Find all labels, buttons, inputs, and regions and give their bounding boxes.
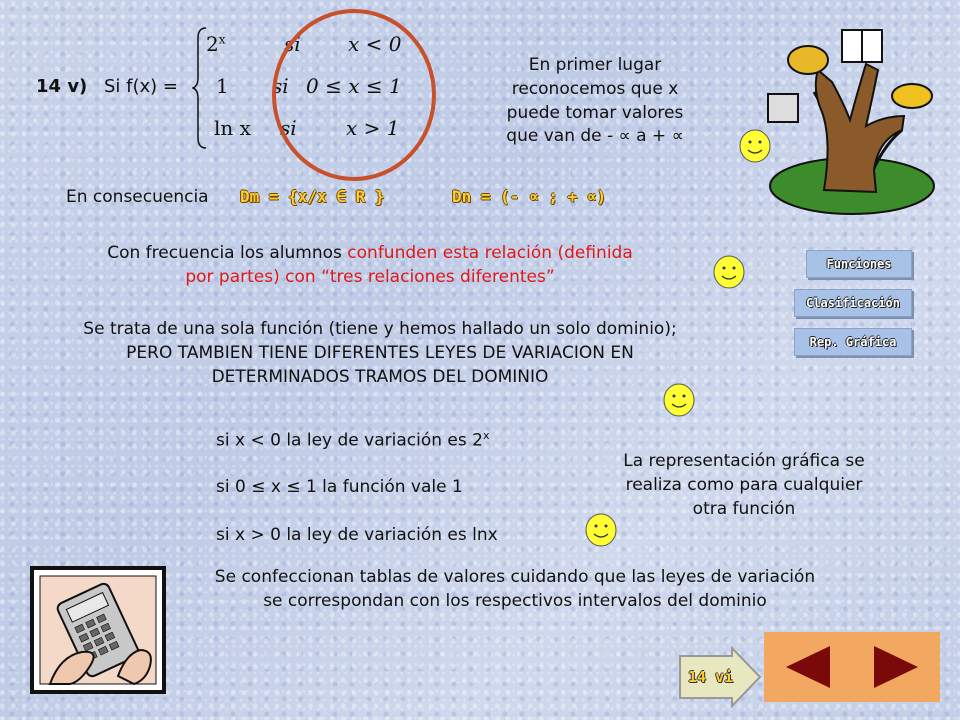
- clasificacion-button[interactable]: Clasificación: [794, 289, 912, 317]
- smiley-icon: [584, 512, 618, 548]
- domain-set: Dm = {x/x ∈ R }: [240, 187, 385, 206]
- note-line: reconocemos que x: [511, 78, 679, 99]
- note-line: que van de - ∝ a + ∝: [506, 126, 684, 147]
- confusion-text: Con frecuencia los alumnos: [107, 243, 348, 263]
- law-sup: x: [482, 429, 490, 442]
- piece-si: si: [280, 116, 297, 140]
- function-label: Si f(x) =: [104, 76, 178, 97]
- law-3: [216, 524, 498, 548]
- law-text: si x < 0 la ley de variación es 2: [216, 430, 483, 451]
- calculator-clipart: [30, 566, 166, 694]
- consequence-lead: En consecuencia: [66, 187, 209, 207]
- funciones-button[interactable]: Funciones: [806, 250, 912, 278]
- range-set: Dn = (- ∝ ; + ∝): [452, 187, 607, 206]
- confusion-highlight: confunden esta relación (definida: [347, 243, 633, 263]
- note-line: se correspondan con los respectivos intervalos del dominio: [263, 590, 767, 611]
- piece-expr: 1: [216, 74, 229, 98]
- law-2: [216, 476, 463, 500]
- problem-number: 14 v): [36, 76, 88, 97]
- piece-si: si: [284, 32, 301, 56]
- rep-grafica-button[interactable]: Rep. Gráfica: [794, 328, 912, 356]
- note-line: Se trata de una sola función (tiene y hemos hallado un solo dominio);: [83, 319, 677, 339]
- piece-si: si: [272, 74, 289, 98]
- note-line: En primer lugar: [528, 55, 662, 75]
- note-line: realiza como para cualquier: [625, 474, 863, 495]
- note-line: otra función: [692, 498, 796, 519]
- next-slide-label[interactable]: 14 vi: [688, 668, 734, 686]
- triangle-right-icon: [866, 642, 926, 692]
- smiley-icon: [712, 254, 746, 290]
- triangle-left-icon: [778, 642, 838, 692]
- next-button[interactable]: [852, 632, 940, 702]
- previous-button[interactable]: [764, 632, 852, 702]
- tables-note: [160, 566, 870, 614]
- graph-note: [584, 450, 904, 521]
- highlight-circle: [268, 6, 440, 184]
- law-1: [216, 428, 489, 453]
- law-text: si x > 0 la ley de variación es lnx: [216, 525, 498, 545]
- single-function-note: [20, 318, 740, 389]
- domain-note: [470, 54, 720, 149]
- note-line: Se confeccionan tablas de valores cuidando que las leyes de variación: [214, 567, 816, 587]
- tree-clipart: [762, 20, 942, 216]
- piece-cond: x < 0: [348, 32, 402, 56]
- smiley-icon: [738, 128, 772, 164]
- law-text: si 0 ≤ x ≤ 1 la función vale 1: [216, 477, 463, 497]
- piece-cond: x > 1: [346, 116, 400, 140]
- note-line: puede tomar valores: [506, 102, 684, 123]
- confusion-highlight: por partes) con “tres relaciones diferentes”: [185, 266, 555, 287]
- smiley-icon: [662, 382, 696, 418]
- piece-cond: 0 ≤ x ≤ 1: [306, 74, 402, 98]
- piece-sup: x: [218, 32, 226, 47]
- note-line: DETERMINADOS TRAMOS DEL DOMINIO: [211, 366, 549, 387]
- piece-expr: 2: [206, 32, 219, 56]
- note-line: PERO TAMBIEN TIENE DIFERENTES LEYES DE VARIACION EN: [126, 342, 634, 363]
- confusion-note: [40, 242, 700, 290]
- piece-expr: ln x: [214, 116, 251, 140]
- note-line: La representación gráfica se: [623, 451, 865, 471]
